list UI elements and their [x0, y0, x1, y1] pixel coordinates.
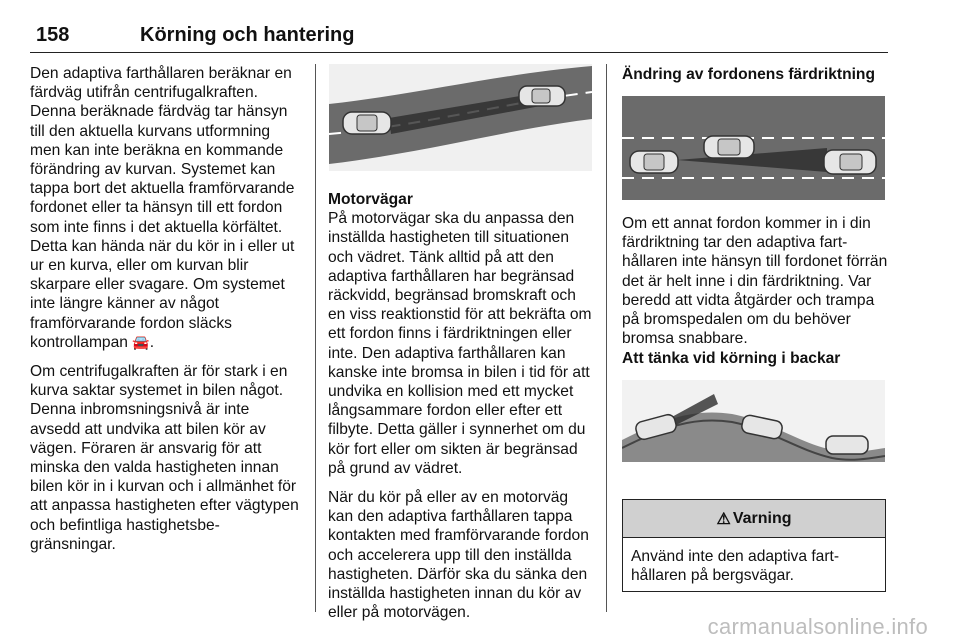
- page-number: 158: [36, 24, 70, 46]
- highway-curve-illustration: [329, 64, 592, 171]
- vehicle-cut-in-illustration: [622, 96, 885, 200]
- warning-text: Använd inte den adaptiva farthållaren på bergsvägar.: [631, 548, 840, 585]
- car-icon: 🚘: [132, 333, 150, 350]
- paragraph-end: .: [149, 333, 155, 351]
- page-header: [30, 22, 888, 53]
- section-heading-motorways: Motorvägar: [328, 191, 413, 208]
- paragraph: Om ett annat fordon kommer in i din färdriktning tar den adaptiva farthållaren inte hänsyn till fordonet förrän det är helt inne i din färdriktning. Var beredd att vidta åtgärder och trampa på bromspedalen om du behöver bromsa snabbare.: [622, 215, 888, 348]
- hill-driving-illustration: [622, 380, 885, 462]
- warning-box: [622, 499, 886, 592]
- column-left: [30, 64, 300, 564]
- paragraph: När du kör på eller av en motorväg kan den adaptiva farthållaren tappa kontakten med framförvarande fordon och accelerera upp till den inställda hastigheten. Därför ska du sänka den inställda hastigheten innan du kör av eller på motorvägen.: [328, 489, 589, 622]
- section-heading-lane-change: Ändring av fordonens färdriktning: [622, 66, 875, 83]
- section-heading-hills: Att tänka vid körning i backar: [622, 350, 841, 367]
- warning-triangle-icon: ⚠: [716, 510, 731, 528]
- column-right: [622, 214, 888, 358]
- column-divider: [315, 64, 316, 612]
- column-middle: [328, 190, 592, 632]
- column-divider: [606, 64, 607, 612]
- paragraph: På motorvägar ska du anpassa den inställda hastigheten till situationen och vädret. Tänk alltid på att den adaptiva farthållaren har begränsad räckvidd, begränsad bromskraft och en viss reaktionstid för att bekräfta om ett fordon finns i färdriktningen eller inte. Den adaptiva farthållaren kan kanske inte bromsa in bilen i tid för att undvika en kollision med ett mycket långsammare fordon eller efter ett filbyte. Detta gäller i synnerhet om du kör fort eller om sikten är begränsad på grund av vädret.: [328, 210, 592, 477]
- paragraph-text: Den adaptiva farthållaren beräknar en färdväg utifrån centrifugalkraften. Denna beräknade färdväg tar hänsyn till den aktuella kurvans utformning men kan inte beräkna en kommande förändring av kurvan. Systemet kan tappa bort det aktuella framförvarande fordonet eller ta hänsyn till ett fordon som inte finns i det aktuella körfältet. Detta kan hända när du kör in i eller ut ur en kurva, eller om kurvan blir skarpare eller svagare. Om systemet inte längre känner av något framförvarande fordon släcks kontrollampan: [30, 65, 295, 351]
- paragraph: Om centrifugalkraften är för stark i en kurva saktar systemet in bilen något. Denna inbromsningsnivå är inte avsedd att undvika att bilen kör av vägen. Föraren är ansvarig för att minska den valda hastigheten innan bilen kör in i kurvan och i allmänhet för att anpassa hastigheten efter vägtypen och befintliga hastighetsbegränsningar.: [30, 363, 299, 553]
- paragraph: [30, 64, 300, 352]
- watermark: carmanualsonline.info: [707, 614, 928, 639]
- warning-header: [623, 500, 885, 538]
- warning-title: Varning: [732, 509, 792, 527]
- chapter-title: Körning och hantering: [140, 24, 355, 46]
